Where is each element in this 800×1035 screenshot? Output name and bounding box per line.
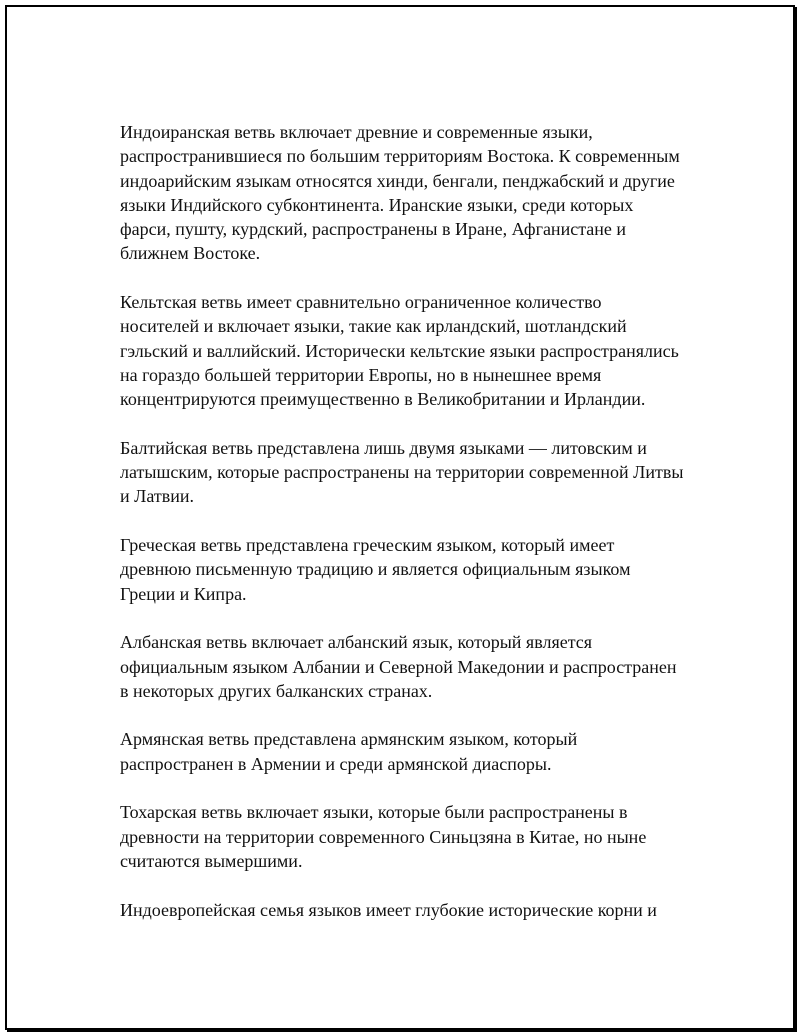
paragraph-albanian: Албанская ветвь включает албанский язык, который является официальным языком Албании и Северной Македонии и распространен в некоторых других балканских странах.	[120, 632, 677, 701]
paragraph-indo-iranian: Индоиранская ветвь включает древние и современные языки, распространившиеся по большим территориям Востока. К современным индоарийским языкам относятся хинди, бенгали, пенджабский и другие языки Индийского субконтинента. Иранские языки, среди которых фарси, пушту, курдский, распространены в Иране, Афганистане и ближнем Востоке.	[120, 122, 680, 264]
document-page	[5, 5, 795, 1030]
paragraph-baltic: Балтийская ветвь представлена лишь двумя языками — литовским и латышским, которые распространены на территории современной Литвы и Латвии.	[120, 437, 684, 507]
paragraph-tocharian: Тохарская ветвь включает языки, которые были распространены в древности на территории современного Синьцзяна в Китае, но ныне считаются вымершими.	[120, 802, 647, 871]
paragraph-armenian: Армянская ветвь представлена армянским языком, который распространен в Армении и среди армянской диаспоры.	[120, 729, 578, 774]
document-body	[120, 120, 685, 946]
paragraph-greek: Греческая ветвь представлена греческим языком, который имеет древнюю письменную традицию и является официальным языком Греции и Кипра.	[120, 535, 631, 604]
paragraph-indo-european-summary: Индоевропейская семья языков имеет глубокие исторические корни и	[120, 899, 657, 920]
paragraph-celtic: Кельтская ветвь имеет сравнительно ограниченное количество носителей и включает языки, такие как ирландский, шотландский гэльский и валлийский. Исторически кельтские языки распространялись на гораздо большей территории Европы, но в нынешнее время концентрируются преимущественно в Великобритании и Ирландии.	[120, 292, 679, 410]
